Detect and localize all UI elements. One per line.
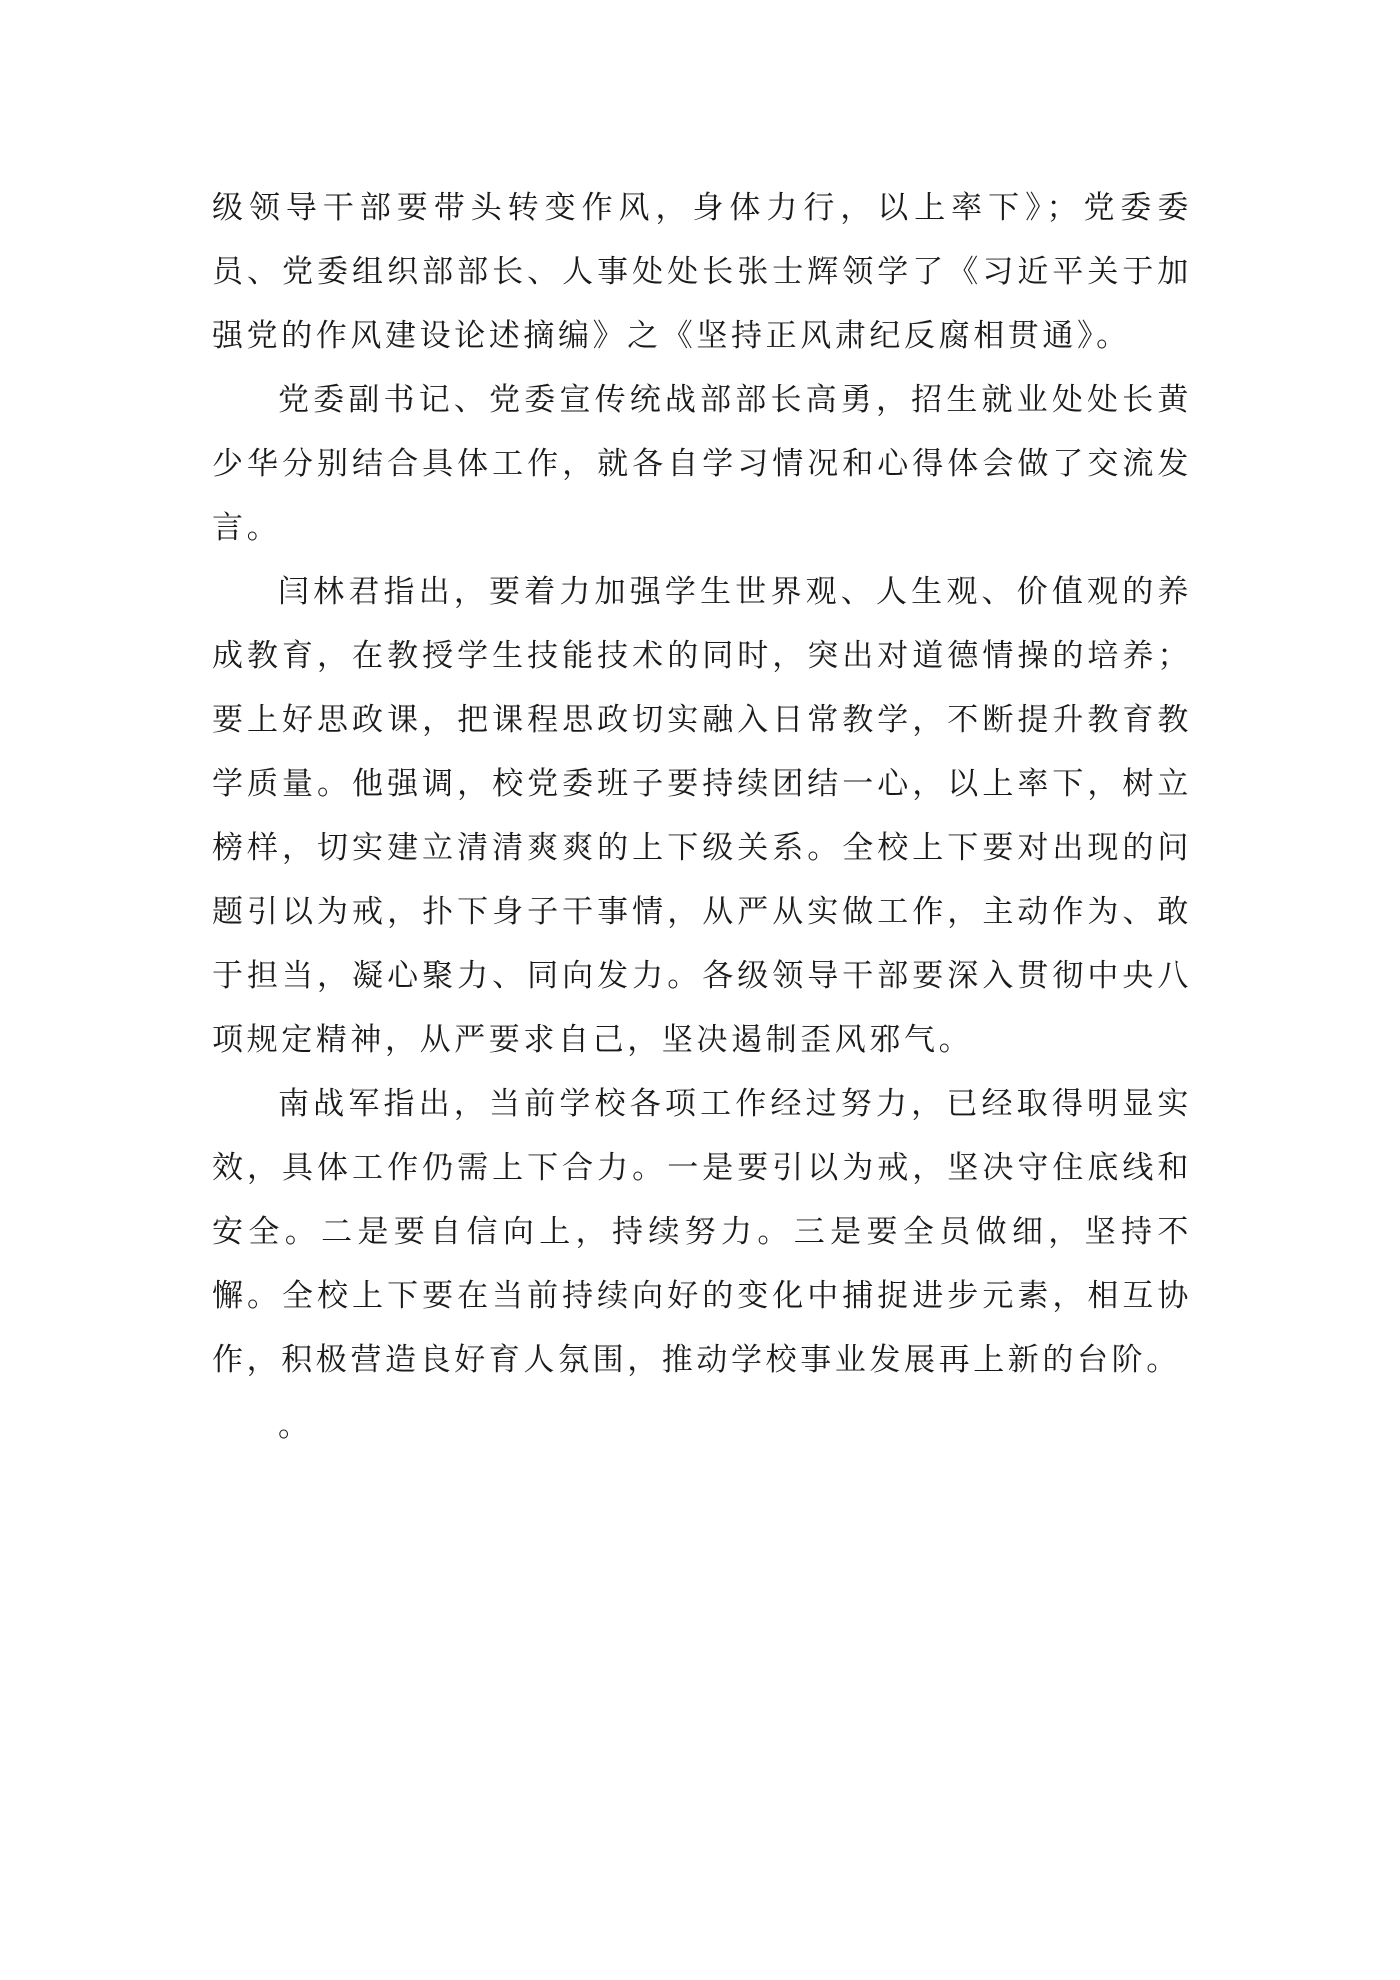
paragraph-4: 南战军指出，当前学校各项工作经过努力，已经取得明显实效，具体工作仍需上下合力。一是要引以为戒，坚决守住底线和安全。二是要自信向上，持续努力。三是要全员做细，坚持不懈。全校上下要在当前持续向好的变化中捕捉进步元素，相互协作，积极营造良好育人氛围，推动学校事业发展再上新的台阶。 — [212, 1086, 1192, 1378]
document-body — [212, 176, 1192, 1458]
trailing-punctuation: 。 — [278, 1408, 313, 1444]
paragraph-3: 闫林君指出，要着力加强学生世界观、人生观、价值观的养成教育，在教授学生技能技术的同时，突出对道德情操的培养；要上好思政课，把课程思政切实融入日常教学，不断提升教育教学质量。他强调，校党委班子要持续团结一心，以上率下，树立榜样，切实建立清清爽爽的上下级关系。全校上下要对出现的问题引以为戒，扑下身子干事情，从严从实做工作，主动作为、敢于担当，凝心聚力、同向发力。各级领导干部要深入贯彻中央八项规定精神，从严要求自己，坚决遏制歪风邪气。 — [212, 574, 1192, 1058]
paragraph-1: 级领导干部要带头转变作风，身体力行，以上率下》；党委委员、党委组织部部长、人事处处长张士辉领学了《习近平关于加强党的作风建设论述摘编》之《坚持正风肃纪反腐相贯通》。 — [212, 190, 1192, 354]
paragraph-2: 党委副书记、党委宣传统战部部长高勇，招生就业处处长黄少华分别结合具体工作，就各自学习情况和心得体会做了交流发言。 — [212, 382, 1192, 546]
